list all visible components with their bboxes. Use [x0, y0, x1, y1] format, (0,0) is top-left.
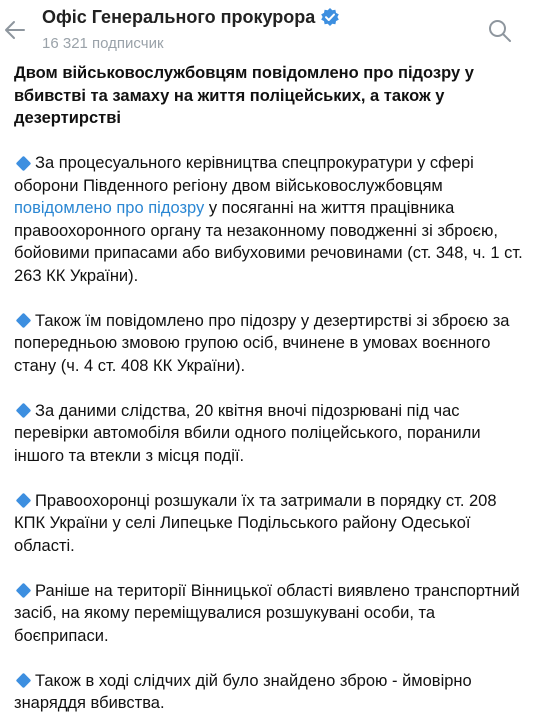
- channel-title: Офіс Генерального прокурора: [42, 7, 316, 27]
- subscriber-count: 16 321 подписчик: [42, 35, 164, 52]
- post-paragraph-1: [14, 152, 524, 287]
- back-button[interactable]: [0, 12, 30, 48]
- channel-info[interactable]: [42, 6, 340, 53]
- post-title: Двом військовослужбовцям повідомлено про підозру у вбивстві та замаху на життя поліцейських, а також у дезертирстві: [14, 64, 474, 127]
- blue-diamond-icon: [16, 493, 32, 509]
- post-paragraph-2: [14, 310, 524, 378]
- channel-title-row: [42, 6, 340, 28]
- channel-post: [14, 62, 524, 715]
- verified-badge-icon: [320, 7, 340, 27]
- paragraph-text: За процесуального керівництва спецпрокуратури у сфері оборони Південного регіону двом військовослужбовцям: [14, 154, 474, 195]
- post-paragraph-5: [14, 580, 524, 648]
- blue-diamond-icon: [16, 583, 32, 599]
- blue-diamond-icon: [16, 403, 32, 419]
- paragraph-text: Також в ході слідчих дій було знайдено зброю - ймовірно знаряддя вбивства.: [14, 671, 472, 712]
- blue-diamond-icon: [16, 155, 32, 171]
- suspicion-link[interactable]: повідомлено про підозру: [14, 199, 205, 217]
- arrow-left-icon: [4, 19, 26, 41]
- post-paragraph-4: [14, 490, 524, 558]
- channel-header: [0, 0, 533, 62]
- paragraph-text: Раніше на території Вінницької області виявлено транспортний засіб, на якому переміщувалися розшукувані особи, та боєприпаси.: [14, 581, 520, 645]
- search-icon: [487, 18, 513, 44]
- blue-diamond-icon: [16, 673, 32, 689]
- post-paragraph-3: [14, 400, 524, 468]
- paragraph-text: Правоохоронці розшукали їх та затримали в порядку ст. 208 КПК України у селі Липецьке Подільського району Одеської області.: [14, 491, 497, 555]
- paragraph-text: За даними слідства, 20 квітня вночі підозрювані під час перевірки автомобіля вбили одного поліцейського, поранили іншого та втекли з місця події.: [14, 401, 481, 465]
- search-button[interactable]: [487, 18, 513, 44]
- post-paragraph-6: [14, 670, 524, 715]
- blue-diamond-icon: [16, 313, 32, 329]
- paragraph-text: у посяганні на життя працівника правоохоронного органу та незаконному поводженні зі зброєю, бойовими припасами або вибуховими речовинами (ст. 348, ч. 1 ст. 263 КК України).: [14, 199, 523, 285]
- paragraph-text: Також їм повідомлено про підозру у дезертирстві зі зброєю за попередньою змовою групою осіб, вчинене в умовах воєнного стану (ч. 4 ст. 408 КК України).: [14, 311, 510, 375]
